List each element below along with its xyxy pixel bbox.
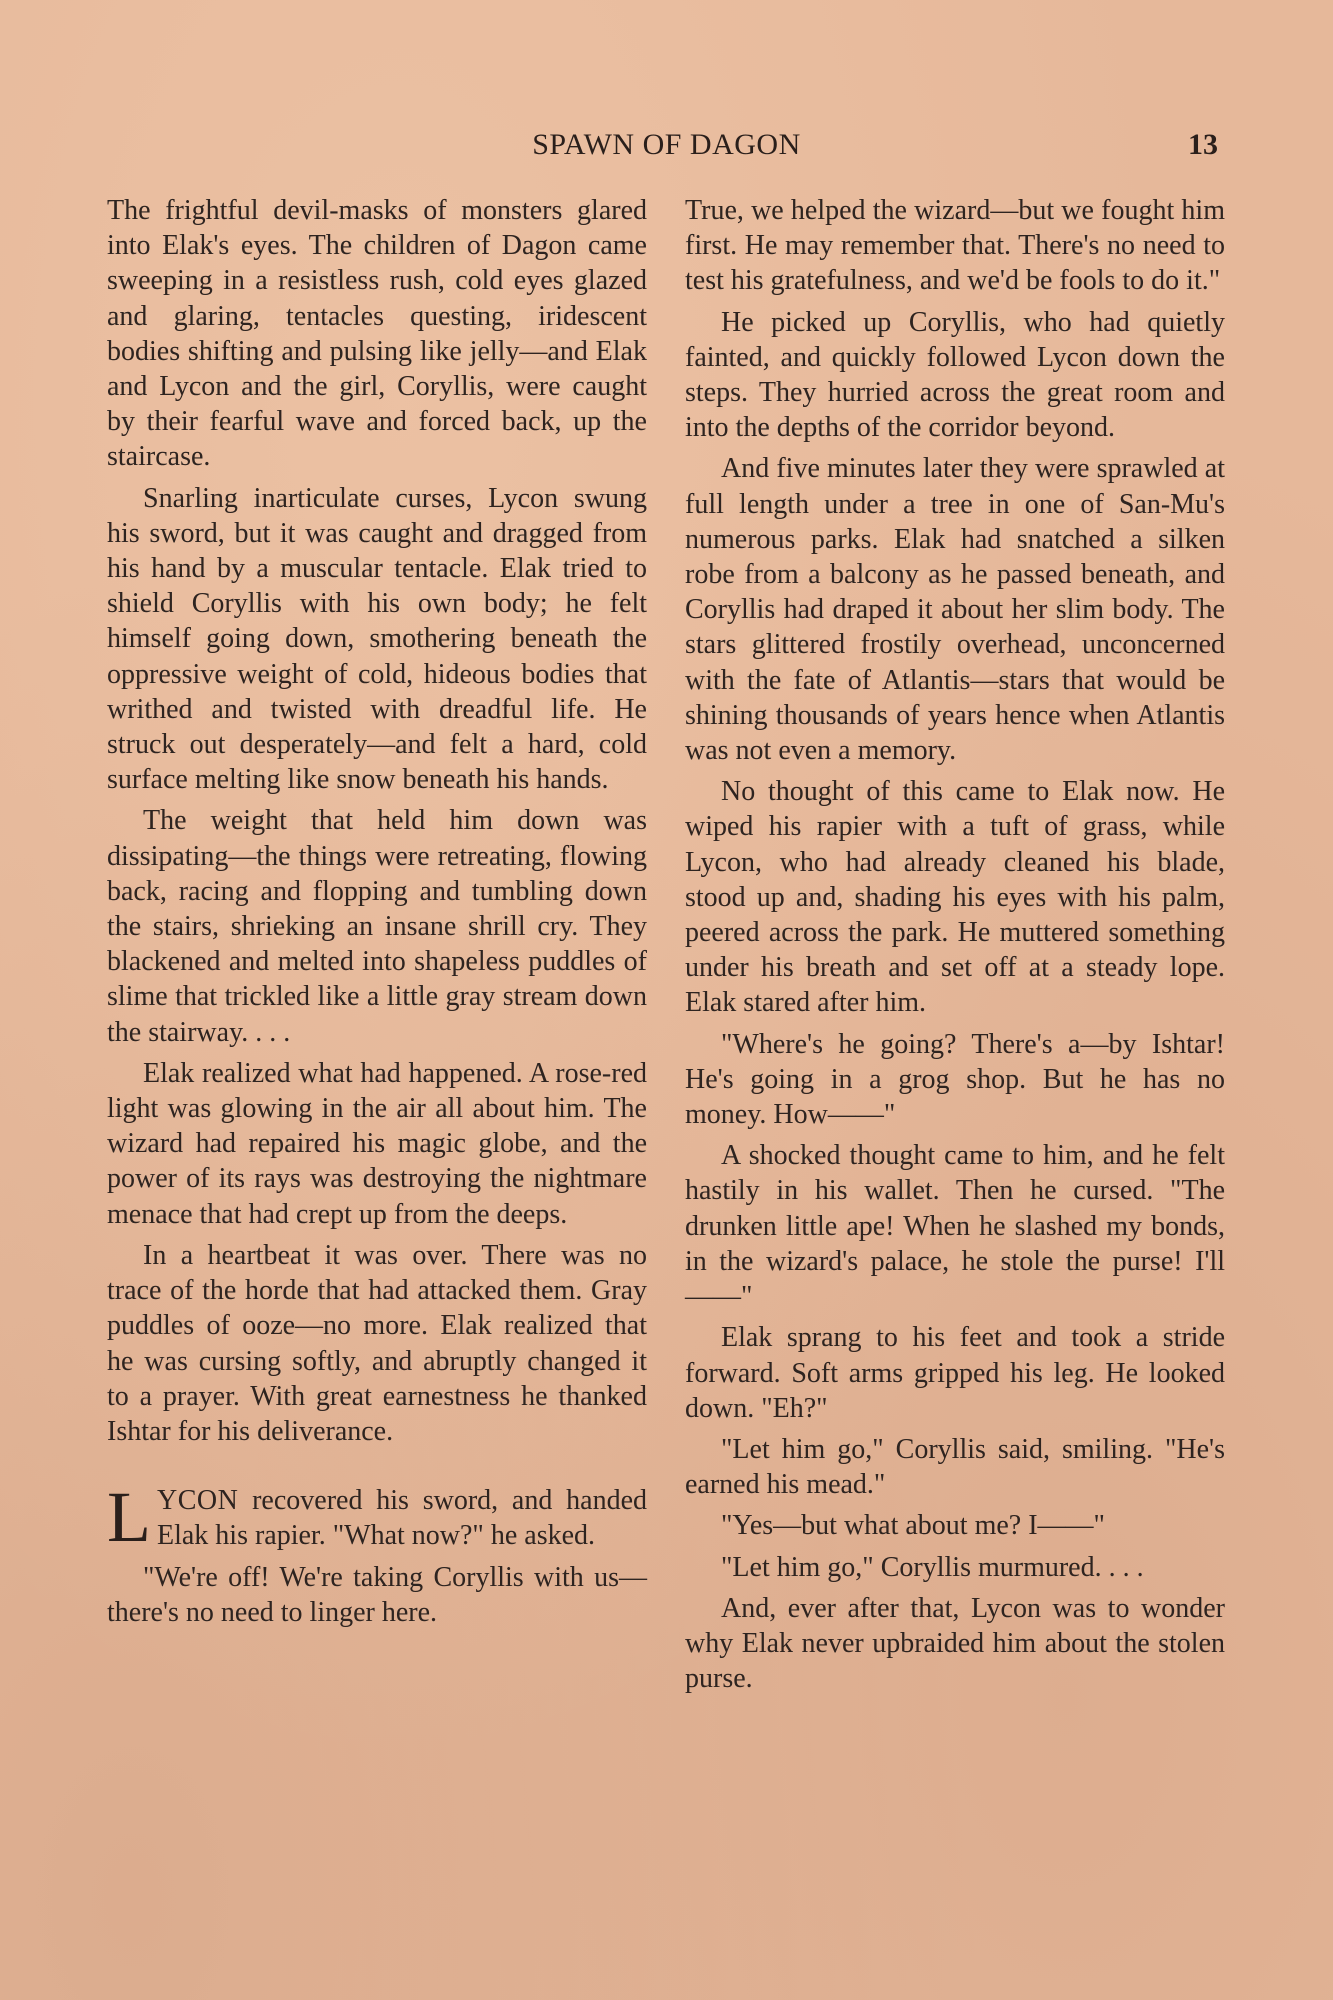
paragraph: Elak sprang to his feet and took a stride forward. Soft arms gripped his leg. He looked down. "Eh?" [685,1322,1225,1424]
paragraph: No thought of this came to Elak now. He wiped his rapier with a tuft of grass, while Lycon, who had already cleaned his blade, stood up and, shading his eyes with his palm, peered across the park. He muttered something under his breath and set off at a steady lope. Elak stared after him. [685,776,1225,1019]
paragraph-text: recovered his sword, and handed Elak his rapier. "What now?" he asked. [156,1485,647,1552]
drop-cap: L [107,1477,151,1558]
paragraph: And, ever after that, Lycon was to wonder why Elak never upbraided him about the stolen purse. [685,1592,1225,1695]
paragraph: He picked up Coryllis, who had quietly fainted, and quickly followed Lycon down the steps. They hurried across the great room and into the depths of the corridor beyond. [685,306,1225,444]
paragraph: And five minutes later they were sprawled at full length under a tree in one of San-Mu's numerous parks. Elak had snatched a silken robe from a balcony as he passed beneath, and Coryllis had draped it about her slim body. The stars glittered frostily overhead, unconcerned with the fate of Atlantis—stars that would be shining thousands of years hence when Atlantis was not even a memory. [685,453,1225,767]
dropcap-paragraph [107,1477,647,1558]
paragraph: "Let him go," Coryllis said, smiling. "He's earned his mead." [685,1433,1225,1501]
paragraph: True, we helped the wizard—but we fought him first. He may remember that. There's no need to test his gratefulness, and we'd be fools to do it." [685,195,1225,297]
running-head [0,128,1333,168]
paragraph: A shocked thought came to him, and he felt hastily in his wallet. Then he cursed. "The drunken little ape! When he slashed my bonds, in the wizard's palace, he stole the purse! I'll——" [685,1140,1225,1313]
running-title: SPAWN OF DAGON [532,128,801,161]
paragraph: "We're off! We're taking Coryllis with us—there's no need to linger here. [107,1561,647,1628]
paragraph: In a heartbeat it was over. There was no trace of the horde that had attacked them. Gray puddles of ooze—no more. Elak realized that he was cursing softly, and abruptly changed it to a prayer. With great earnestness he thanked Ishtar for his deliverance. [107,1239,647,1447]
section-break [107,1455,647,1483]
paragraph: "Where's he going? There's a—by Ishtar! He's going in a grog shop. But he has no money. How——" [685,1028,1225,1131]
paragraph: "Yes—but what about me? I——" [721,1510,1105,1542]
paragraph: "Let him go," Coryllis murmured. . . . [721,1551,1144,1583]
paragraph: The weight that held him down was dissipating—the things were retreating, flowing back, racing and flopping and tumbling down the stairs, shrieking an insane shrill cry. They blackened and melted into shapeless puddles of slime that trickled like a little gray stream down the stairway. . . . [107,805,647,1048]
left-column [107,193,647,1636]
page-number: 13 [1188,128,1218,161]
paragraph: Elak realized what had happened. A rose-red light was glowing in the air all about him. The wizard had repaired his magic globe, and the power of its rays was destroying the nightmare menace that had crept up from the deeps. [107,1057,647,1230]
paragraph: Snarling inarticulate curses, Lycon swung his sword, but it was caught and dragged from his hand by a muscular tentacle. Elak tried to shield Coryllis with his own body; he felt himself going down, smothering beneath the oppressive weight of cold, hideous bodies that writhed and twisted with dreadful life. He struck out desperately—and felt a hard, cold surface melting like snow beneath his hands. [107,482,647,796]
small-caps-lead: YCON [156,1485,239,1517]
right-column [685,193,1225,1702]
paragraph: The frightful devil-masks of monsters glared into Elak's eyes. The children of Dagon came sweeping in a resistless rush, cold eyes glazed and glaring, tentacles questing, iridescent bodies shifting and pulsing like jelly—and Elak and Lycon and the girl, Coryllis, were caught by their fearful wave and forced back, up the staircase. [107,195,647,473]
